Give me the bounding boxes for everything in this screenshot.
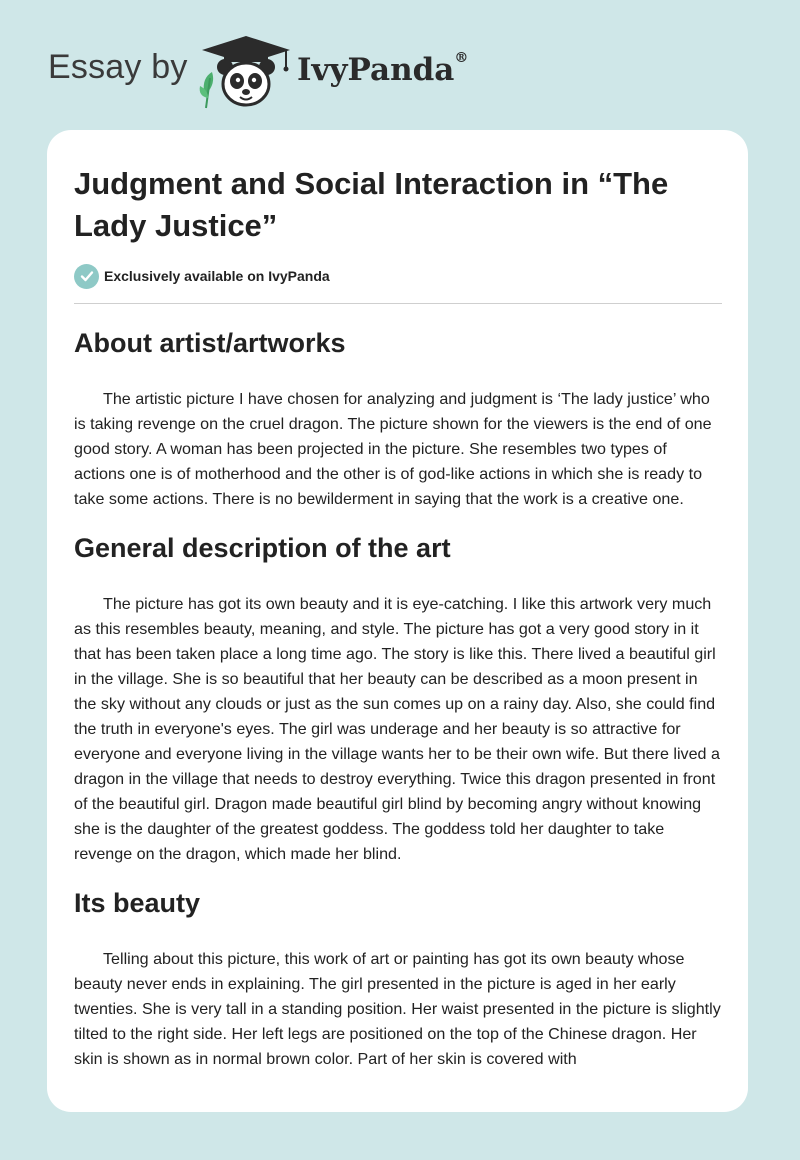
section-heading: General description of the art	[74, 533, 451, 563]
essay-by-label: Essay by	[48, 48, 188, 86]
registered-mark: ®	[454, 50, 469, 66]
check-icon	[74, 264, 99, 289]
exclusive-badge	[74, 263, 722, 289]
section-paragraph: Telling about this picture, this work of art or painting has got its own beauty whose beauty never ends in explaining. The girl presented in the picture is aged in her early twenties. She is very tall in a standing position. Her waist presented in the picture is slightly tilted to the right side. Her left legs are positioned on the top of the Chinese dragon. Her skin is shown as in normal brown color. Part of her skin is covered with	[74, 950, 721, 1068]
section-paragraph: The artistic picture I have chosen for analyzing and judgment is ‘The lady justice’ who is taking revenge on the cruel dragon. The picture shown for the viewers is the end of one good story. A woman has been projected in the picture. She resembles two types of actions one is of motherhood and the other is of god-like actions in which she is ready to take some actions. There is no bewilderment in saying that the work is a creative one.	[74, 390, 712, 508]
essay-card	[47, 130, 748, 1112]
divider	[74, 303, 722, 304]
exclusive-label: Exclusively available on IvyPanda	[104, 268, 330, 284]
section-heading: Its beauty	[74, 888, 201, 918]
section-paragraph: The picture has got its own beauty and it is eye-catching. I like this artwork very much as this resembles beauty, meaning, and style. The picture has got a very good story in it that has been taken place a long time ago. The story is like this. There lived a beautiful girl in the village. She is so beautiful that her beauty can be described as a moon present in the sky without any clouds or just as the sun comes up on a rainy day. Also, she could find the truth in everyone's eyes. The girl was underage and her beauty is so attractive for everyone and everyone living in the village wants her to be their own wife. But there lived a dragon in the village that needs to destroy everything. Twice this dragon presented in front of the beautiful girl. Dragon made beautiful girl blind by becoming angry without knowing she is the daughter of the greatest goddess. The goddess told her daughter to take revenge on the dragon, which made her blind.	[74, 595, 720, 863]
essay-body	[74, 323, 722, 1072]
brand-name[interactable]: IvyPanda®	[297, 50, 469, 88]
site-header	[48, 30, 508, 110]
section-heading: About artist/artworks	[74, 328, 346, 358]
page-title: Judgment and Social Interaction in “The Lady Justice”	[74, 166, 669, 243]
panda-logo-icon[interactable]	[198, 34, 294, 110]
